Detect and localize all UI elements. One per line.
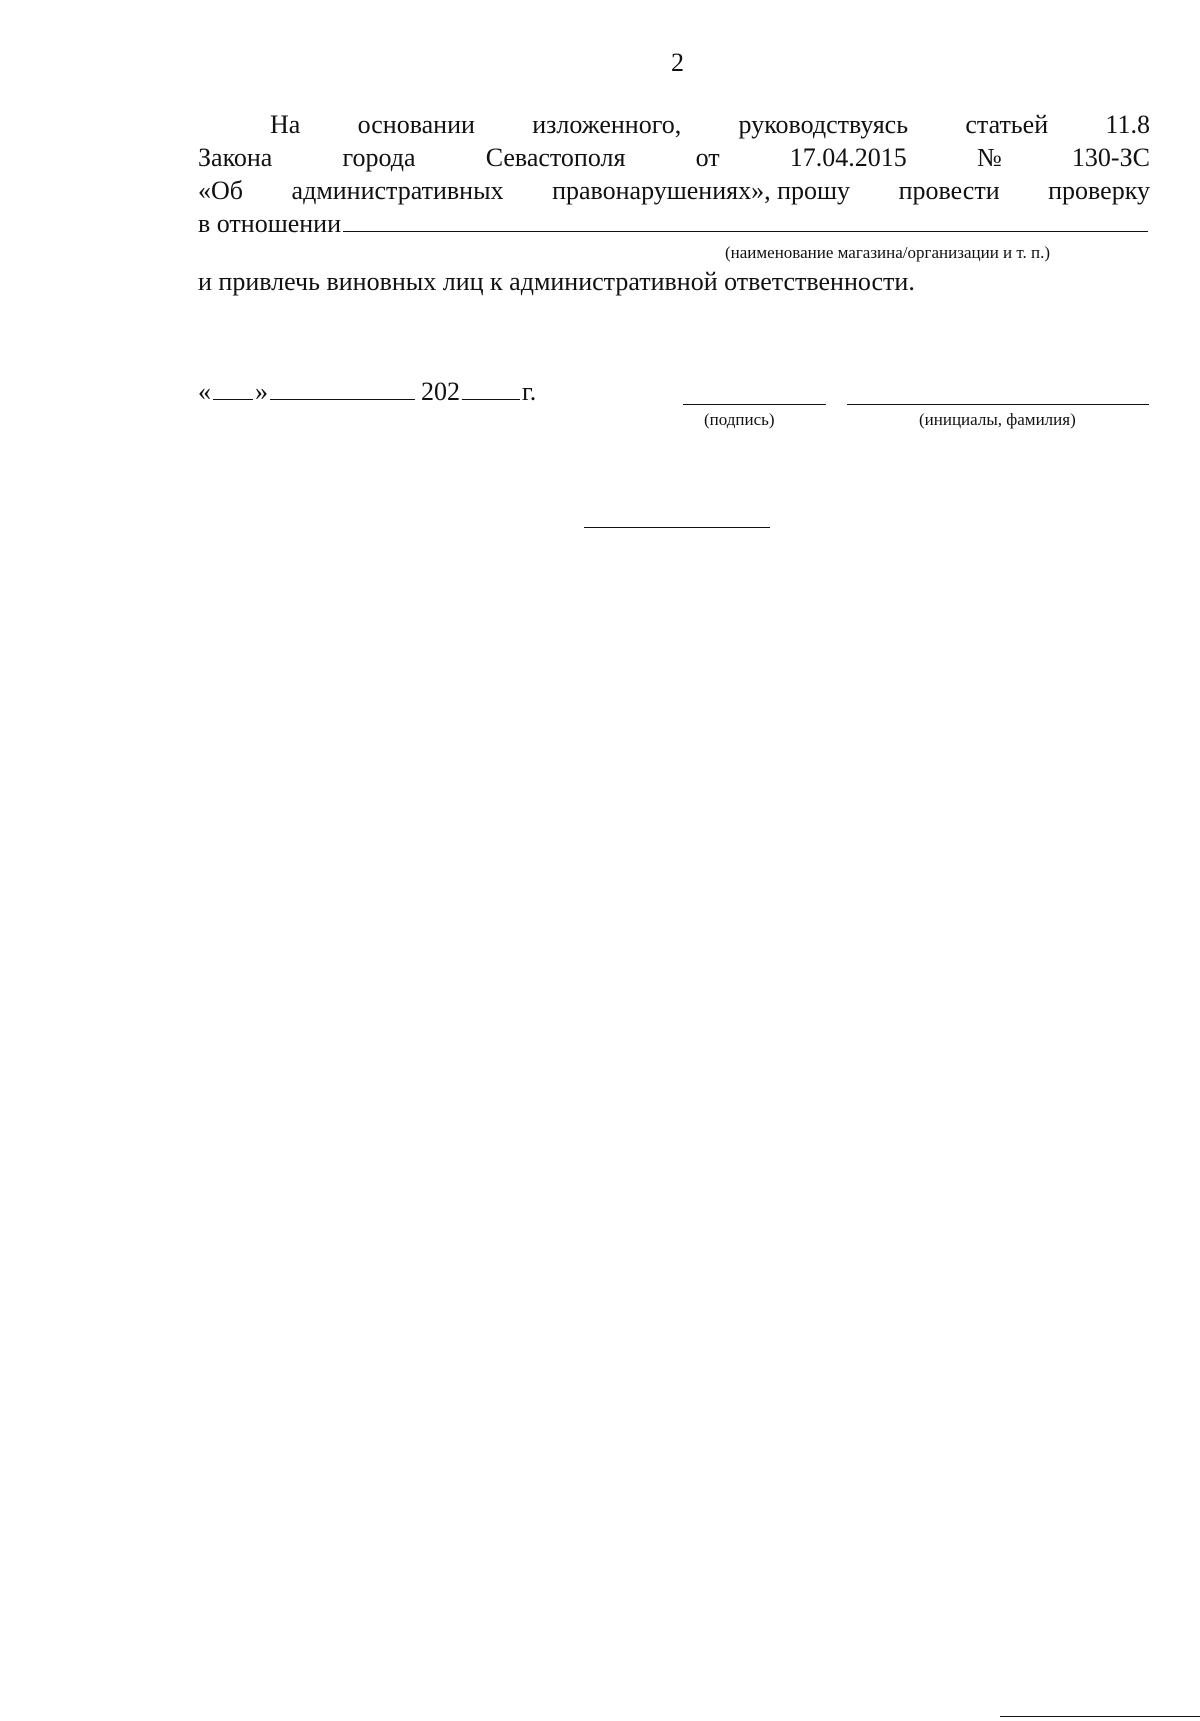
word: 130-ЗС: [1071, 143, 1150, 172]
paragraph-line-4: [198, 209, 1148, 239]
year-suffix: г.: [522, 377, 537, 406]
day-blank[interactable]: [213, 377, 253, 400]
word: правонарушениях», прошу: [552, 176, 851, 205]
word: города: [342, 143, 416, 172]
organization-blank-line[interactable]: [343, 209, 1148, 232]
line-4-prefix: в отношении: [198, 209, 342, 238]
signature-blank-line[interactable]: [683, 404, 826, 405]
word: административных: [291, 176, 504, 205]
word: проверку: [1048, 176, 1150, 205]
close-quote: »: [255, 377, 268, 406]
date-line: [198, 377, 536, 407]
paragraph-line-2: [198, 143, 1150, 173]
word: основании: [357, 110, 475, 139]
year-prefix: 202: [421, 377, 460, 406]
name-blank-line[interactable]: [847, 404, 1149, 405]
name-caption: (инициалы, фамилия): [919, 410, 1076, 429]
word: 17.04.2015: [789, 143, 907, 172]
paragraph-line-3: [198, 176, 1150, 206]
word: руководствуясь: [738, 110, 909, 139]
word: «Об: [198, 176, 244, 205]
footer-divider: [1000, 1716, 1200, 1717]
word: статьей: [965, 110, 1049, 139]
word: Севастополя: [485, 143, 626, 172]
end-divider: [584, 527, 770, 528]
organization-caption: (наименование магазина/организации и т. п.): [725, 243, 1051, 262]
word: На: [270, 110, 301, 139]
word: 11.8: [1105, 110, 1150, 139]
word: изложенного,: [532, 110, 682, 139]
word: №: [976, 143, 1002, 172]
page-number: 2: [671, 48, 684, 77]
month-blank[interactable]: [270, 377, 415, 400]
signature-caption: (подпись): [704, 410, 775, 429]
open-quote: «: [198, 377, 211, 406]
word: Закона: [198, 143, 273, 172]
word: от: [695, 143, 720, 172]
paragraph-line-1: [198, 110, 1150, 140]
word: провести: [898, 176, 1000, 205]
year-blank[interactable]: [462, 377, 520, 400]
closing-line: и привлечь виновных лиц к административной ответственности.: [198, 267, 915, 296]
